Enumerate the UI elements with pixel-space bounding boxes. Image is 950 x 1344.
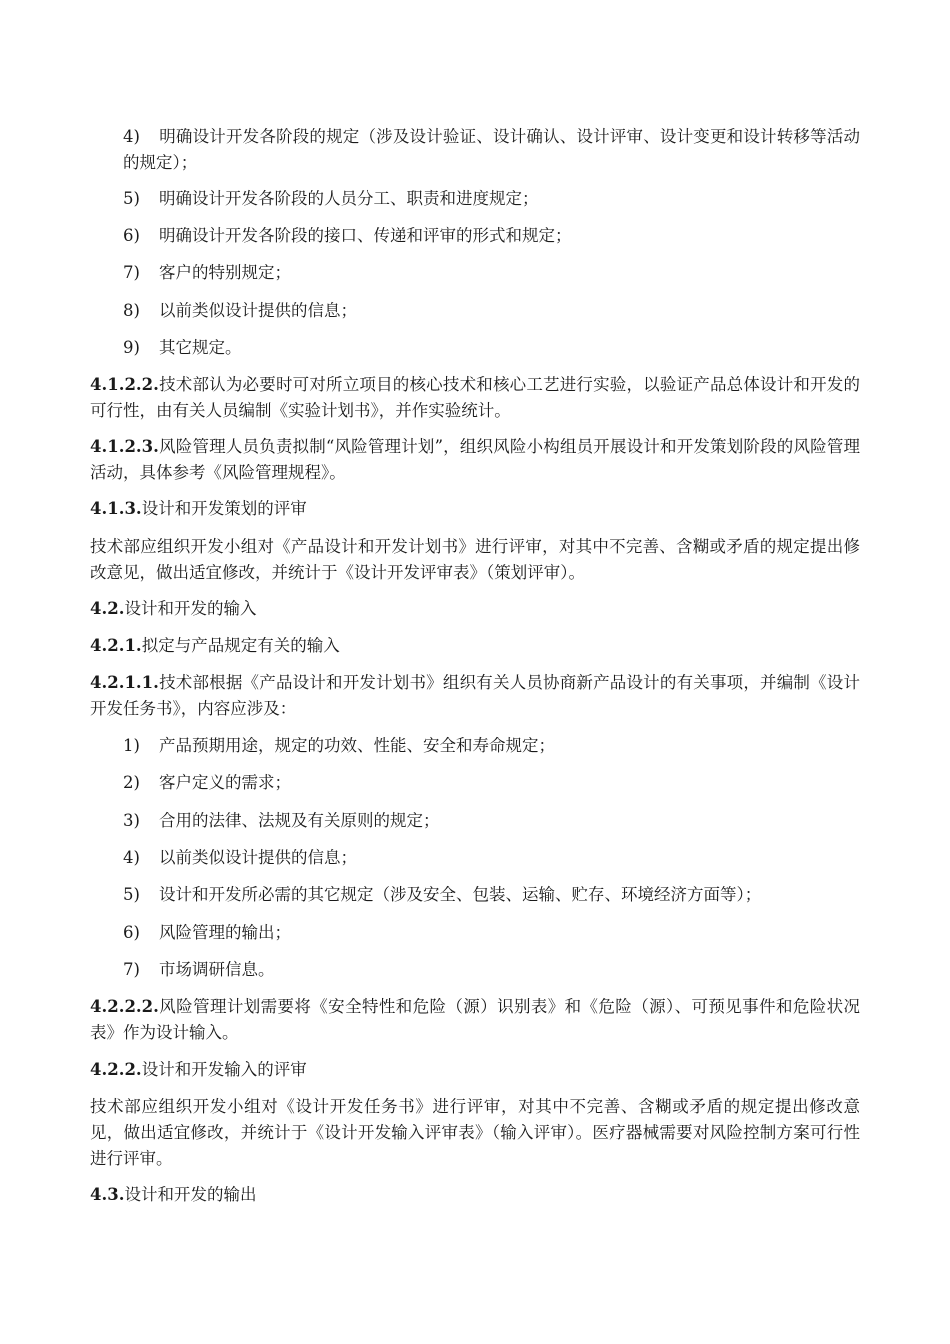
list-text: 明确设计开发各阶段的规定（涉及设计验证、设计确认、设计评审、设计变更和设计转移等活动的规定）； bbox=[123, 127, 860, 172]
paragraph-text: 技术部应组织开发小组对《产品设计和开发计划书》进行评审，对其中不完善、含糊或矛盾的规定提出修改意见，做出适宜修改，并统计于《设计开发评审表》（策划评审）。 bbox=[90, 537, 860, 582]
paragraph-planning-review bbox=[90, 534, 860, 586]
list-number: 8) bbox=[123, 301, 140, 320]
list-number: 2) bbox=[123, 773, 140, 792]
section-number: 4.2.2. bbox=[90, 1060, 142, 1079]
list-text: 风险管理的输出； bbox=[159, 923, 291, 942]
heading-text: 设计和开发策划的评审 bbox=[141, 499, 307, 518]
list-text: 其它规定。 bbox=[159, 338, 242, 357]
list-item bbox=[123, 920, 860, 946]
heading-text: 设计和开发的输出 bbox=[124, 1185, 257, 1204]
list-text: 市场调研信息。 bbox=[159, 960, 275, 979]
heading-4-3 bbox=[90, 1182, 860, 1208]
list-text: 以前类似设计提供的信息； bbox=[159, 848, 357, 867]
list-number: 9) bbox=[123, 338, 140, 357]
list-item bbox=[123, 124, 860, 176]
paragraph-text: 技术部根据《产品设计和开发计划书》组织有关人员协商新产品设计的有关事项，并编制《设计开发任务书》，内容应涉及： bbox=[90, 673, 860, 718]
list-item bbox=[123, 260, 860, 286]
list-text: 客户定义的需求； bbox=[159, 773, 291, 792]
list-item bbox=[123, 335, 860, 361]
list-item bbox=[123, 882, 860, 908]
heading-text: 设计和开发的输入 bbox=[124, 599, 257, 618]
list-item bbox=[123, 186, 860, 212]
list-text: 明确设计开发各阶段的接口、传递和评审的形式和规定； bbox=[159, 226, 572, 245]
heading-4-2-1 bbox=[90, 633, 860, 659]
section-number: 4.2. bbox=[90, 599, 125, 618]
heading-text: 设计和开发输入的评审 bbox=[141, 1060, 307, 1079]
list-item bbox=[123, 808, 860, 834]
list-number: 5) bbox=[123, 885, 140, 904]
paragraph-text: 风险管理人员负责拟制“风险管理计划”，组织风险小构组员开展设计和开发策划阶段的风险管理活动，具体参考《风险管理规程》。 bbox=[90, 437, 860, 482]
list-number: 7) bbox=[123, 263, 140, 282]
list-number: 3) bbox=[123, 811, 140, 830]
list-text: 产品预期用途，规定的功效、性能、安全和寿命规定； bbox=[159, 736, 555, 755]
paragraph-4-2-1-1 bbox=[90, 670, 860, 722]
section-number: 4.1.2.2. bbox=[90, 375, 159, 394]
list-text: 以前类似设计提供的信息； bbox=[159, 301, 357, 320]
section-number: 4.1.3. bbox=[90, 499, 142, 518]
paragraph-text: 风险管理计划需要将《安全特性和危险（源）识别表》和《危险（源）、可预见事件和危险状况表》作为设计输入。 bbox=[90, 997, 860, 1042]
section-number: 4.3. bbox=[90, 1185, 125, 1204]
paragraph-input-review bbox=[90, 1094, 860, 1172]
list-item bbox=[123, 223, 860, 249]
list-number: 5) bbox=[123, 189, 140, 208]
list-item bbox=[123, 845, 860, 871]
list-number: 7) bbox=[123, 960, 140, 979]
section-number: 4.2.1.1. bbox=[90, 673, 159, 692]
list-text: 合用的法律、法规及有关原则的规定； bbox=[159, 811, 440, 830]
list-item bbox=[123, 770, 860, 796]
section-number: 4.1.2.3. bbox=[90, 437, 159, 456]
paragraph-4-1-2-3 bbox=[90, 434, 860, 486]
list-number: 4) bbox=[123, 127, 140, 146]
paragraph-text: 技术部认为必要时可对所立项目的核心技术和核心工艺进行实验，以验证产品总体设计和开发的可行性，由有关人员编制《实验计划书》，并作实验统计。 bbox=[90, 375, 860, 420]
heading-4-2 bbox=[90, 596, 860, 622]
section-number: 4.2.1. bbox=[90, 636, 142, 655]
list-item bbox=[123, 733, 860, 759]
heading-text: 拟定与产品规定有关的输入 bbox=[141, 636, 340, 655]
paragraph-text: 技术部应组织开发小组对《设计开发任务书》进行评审，对其中不完善、含糊或矛盾的规定提出修改意见，做出适宜修改，并统计于《设计开发输入评审表》（输入评审）。医疗器械需要对风险控制方案可行性进行评审。 bbox=[90, 1097, 860, 1168]
list-text: 客户的特别规定； bbox=[159, 263, 291, 282]
section-number: 4.2.2.2. bbox=[90, 997, 159, 1016]
list-item bbox=[123, 957, 860, 983]
paragraph-4-1-2-2 bbox=[90, 372, 860, 424]
list-item bbox=[123, 298, 860, 324]
paragraph-4-2-2-2 bbox=[90, 994, 860, 1046]
list-number: 6) bbox=[123, 226, 140, 245]
list-number: 1) bbox=[123, 736, 140, 755]
list-number: 6) bbox=[123, 923, 140, 942]
list-number: 4) bbox=[123, 848, 140, 867]
heading-4-2-2 bbox=[90, 1057, 860, 1083]
list-text: 明确设计开发各阶段的人员分工、职责和进度规定； bbox=[159, 189, 539, 208]
heading-4-1-3 bbox=[90, 496, 860, 522]
list-text: 设计和开发所必需的其它规定（涉及安全、包装、运输、贮存、环境经济方面等）； bbox=[159, 885, 762, 904]
